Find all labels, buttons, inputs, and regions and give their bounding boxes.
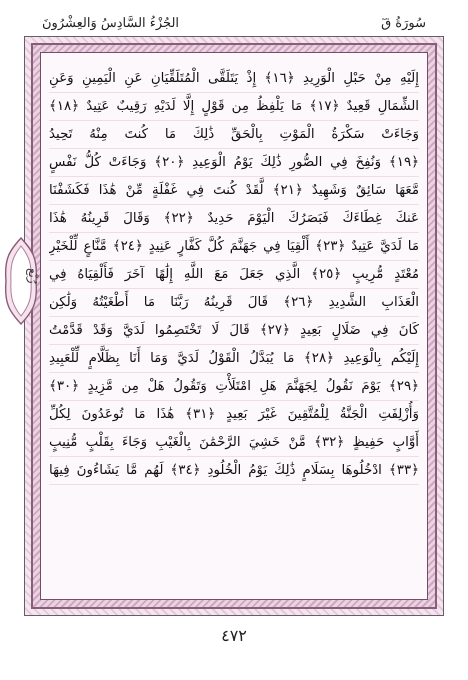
text-line-3: وَجَاءَتْ سَكْرَةُ الْمَوْتِ بِالْحَقِّ ذَٰلِكَ مَا كُنتَ مِنْهُ تَحِيدُ: [49, 121, 419, 149]
text-line-15: ﴿٣٣﴾ ادْخُلُوهَا بِسَلَامٍ ذَٰلِكَ يَوْمُ الْخُلُودِ ﴿٣٤﴾ لَهُم مَّا يَشَاءُونَ فِيهَا: [49, 457, 419, 485]
text-line-7: مَا لَدَيَّ عَتِيدٌ ﴿٢٣﴾ أَلْقِيَا فِي جَهَنَّمَ كُلَّ كَفَّارٍ عَنِيدٍ ﴿٢٤﴾ مَّنَّاعٍ لِّلْخَيْرِ: [49, 233, 419, 261]
text-panel: [40, 52, 428, 600]
decorative-frame: [24, 36, 444, 616]
text-line-4: ﴿١٩﴾ وَنُفِخَ فِي الصُّورِ ذَٰلِكَ يَوْمُ الْوَعِيدِ ﴿٢٠﴾ وَجَاءَتْ كُلُّ نَفْسٍ: [49, 149, 419, 177]
text-line-8: مُعْتَدٍ مُّرِيبٍ ﴿٢٥﴾ الَّذِي جَعَلَ مَعَ اللَّهِ إِلَٰهًا آخَرَ فَأَلْقِيَاهُ فِي: [49, 261, 419, 289]
text-line-11: إِلَيْكُم بِالْوَعِيدِ ﴿٢٨﴾ مَا يُبَدَّلُ الْقَوْلُ لَدَيَّ وَمَا أَنَا بِظَلَّامٍ لِّلْعَبِيدِ: [49, 345, 419, 373]
text-line-9: الْعَذَابِ الشَّدِيدِ ﴿٢٦﴾ قَالَ قَرِينُهُ رَبَّنَا مَا أَطْغَيْتُهُ وَلَٰكِن: [49, 289, 419, 317]
text-line-10: كَانَ فِي ضَلَالٍ بَعِيدٍ ﴿٢٧﴾ قَالَ لَا تَخْتَصِمُوا لَدَيَّ وَقَدْ قَدَّمْتُ: [49, 317, 419, 345]
surah-title: سُورَةُ قٓ: [381, 15, 426, 31]
hizb-label: رُبْع: [26, 268, 40, 284]
text-line-6: عَنكَ غِطَاءَكَ فَبَصَرُكَ الْيَوْمَ حَدِيدٌ ﴿٢٢﴾ وَقَالَ قَرِينُهُ هَٰذَا: [49, 205, 419, 233]
text-line-1: إِلَيْهِ مِنْ حَبْلِ الْوَرِيدِ ﴿١٦﴾ إِذْ يَتَلَقَّى الْمُتَلَقِّيَانِ عَنِ الْيَمِينِ وَعَنِ: [49, 65, 419, 93]
page-header: [42, 12, 426, 34]
text-line-14: أَوَّابٍ حَفِيظٍ ﴿٣٢﴾ مَّنْ خَشِيَ الرَّحْمَٰنَ بِالْغَيْبِ وَجَاءَ بِقَلْبٍ مُّنِيبٍ: [49, 429, 419, 457]
page-number: ٤٧٢: [221, 626, 247, 645]
text-line-5: مَّعَهَا سَائِقٌ وَشَهِيدٌ ﴿٢١﴾ لَّقَدْ كُنتَ فِي غَفْلَةٍ مِّنْ هَٰذَا فَكَشَفْنَا: [49, 177, 419, 205]
frame-border: [31, 43, 437, 609]
juz-title: الجُزْءُ السَّادِسُ وَالعِشْرُونَ: [42, 15, 180, 31]
hizb-marker: [2, 236, 40, 326]
quran-text: [49, 65, 419, 589]
text-line-12: ﴿٢٩﴾ يَوْمَ نَقُولُ لِجَهَنَّمَ هَلِ امْتَلَأْتِ وَتَقُولُ هَلْ مِن مَّزِيدٍ ﴿٣٠﴾: [49, 373, 419, 401]
text-line-13: وَأُزْلِفَتِ الْجَنَّةُ لِلْمُتَّقِينَ غَيْرَ بَعِيدٍ ﴿٣١﴾ هَٰذَا مَا تُوعَدُونَ لِكُلِّ: [49, 401, 419, 429]
text-line-2: الشِّمَالِ قَعِيدٌ ﴿١٧﴾ مَا يَلْفِظُ مِن قَوْلٍ إِلَّا لَدَيْهِ رَقِيبٌ عَتِيدٌ ﴿١٨﴾: [49, 93, 419, 121]
